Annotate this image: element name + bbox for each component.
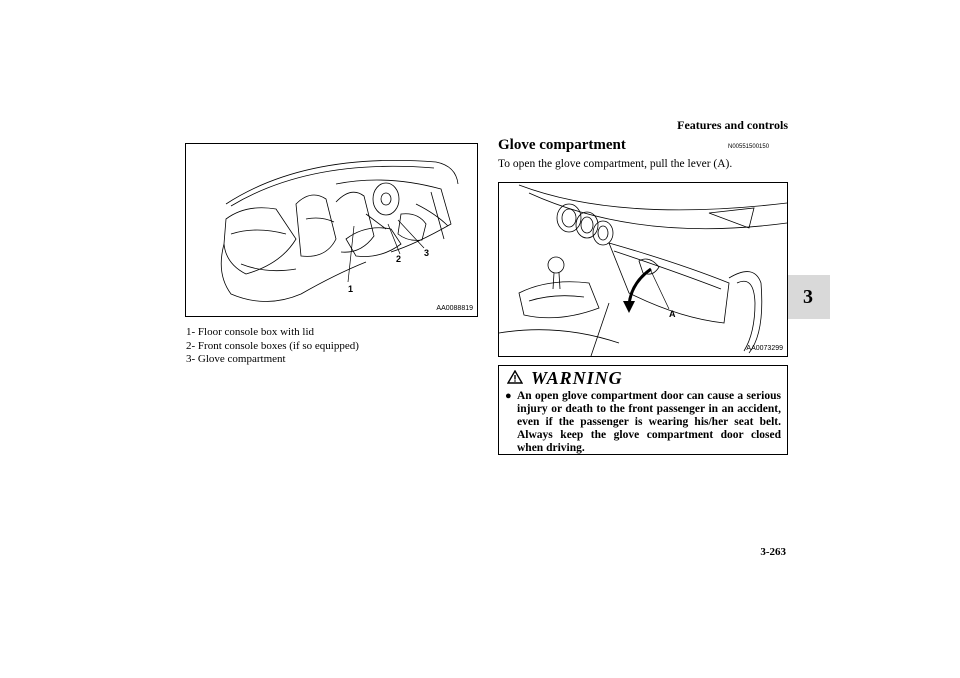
callout-3: 3 [424, 248, 430, 258]
legend-item: 3- Glove compartment [186, 353, 286, 365]
warning-box [498, 365, 788, 455]
callout-a: A [669, 309, 676, 319]
warning-heading [499, 366, 787, 390]
warning-body [499, 390, 787, 455]
warning-heading-label: WARNING [531, 367, 623, 388]
car-interior-drawing [186, 144, 477, 316]
warning-text: An open glove compartment door can cause a serious injury or death to the front passenger in an accident, even if the passenger is wearing his/her seat belt. Always keep the glove compartment door closed when driving. [517, 390, 781, 454]
legend-item: 1- Floor console box with lid [186, 326, 315, 338]
chapter-tab [786, 275, 830, 319]
section-code: N00551500150 [728, 144, 770, 150]
chapter-tab-label: 3 [803, 285, 813, 308]
bullet-icon: ● [505, 390, 512, 402]
header-title: Features and controls [677, 118, 788, 132]
section-intro: To open the glove compartment, pull the lever (A). [498, 158, 733, 170]
car-interior-illustration [185, 143, 478, 317]
legend-item: 2- Front console boxes (if so equipped) [186, 339, 359, 352]
warning-triangle-icon [507, 368, 523, 389]
figure-code-left: AA0088819 [436, 305, 473, 312]
callout-1: 1 [348, 284, 354, 294]
figure-legend [186, 326, 359, 367]
callout-2: 2 [396, 254, 402, 264]
glove-compartment-illustration [498, 182, 788, 357]
section-title: Glove compartment [498, 137, 626, 153]
figure-code-right: AA0073299 [746, 345, 783, 352]
page-number: 3-263 [760, 546, 786, 558]
glove-compartment-drawing [499, 183, 787, 356]
